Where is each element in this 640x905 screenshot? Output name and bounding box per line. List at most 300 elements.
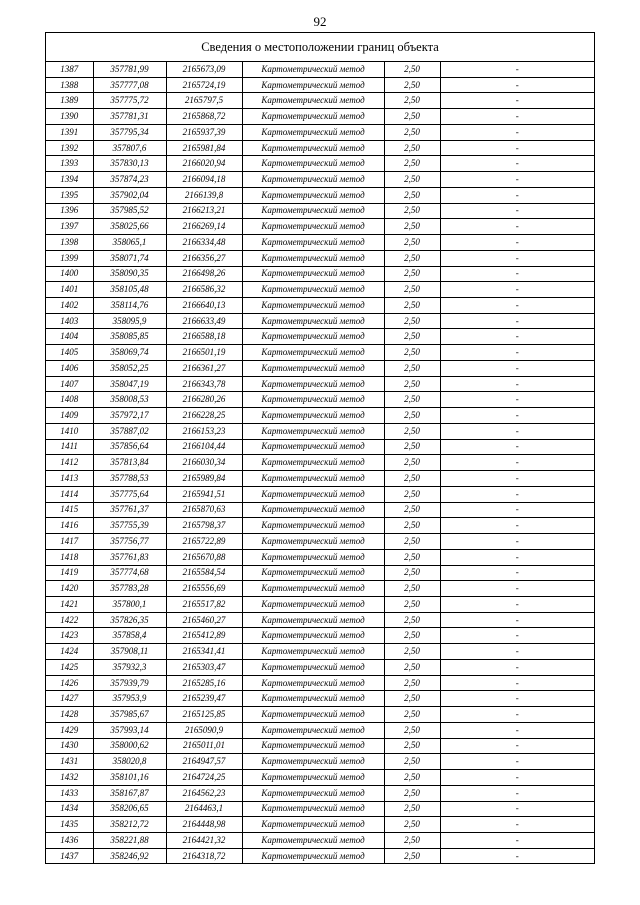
table-row (46, 266, 594, 282)
method-cell: Картометрический метод (242, 534, 384, 550)
table-row (46, 282, 594, 298)
accuracy-cell: 2,50 (384, 754, 440, 770)
note-cell: - (440, 817, 594, 833)
y-coordinate-cell: 2165584,54 (166, 565, 242, 581)
y-coordinate-cell: 2165722,89 (166, 534, 242, 550)
accuracy-cell: 2,50 (384, 266, 440, 282)
note-cell: - (440, 534, 594, 550)
method-cell: Картометрический метод (242, 754, 384, 770)
accuracy-cell: 2,50 (384, 282, 440, 298)
table-row (46, 77, 594, 93)
y-coordinate-cell: 2166153,23 (166, 423, 242, 439)
note-cell: - (440, 754, 594, 770)
method-cell: Картометрический метод (242, 250, 384, 266)
x-coordinate-cell: 357795,34 (93, 124, 166, 140)
boundary-points-table (46, 62, 594, 863)
accuracy-cell: 2,50 (384, 376, 440, 392)
method-cell: Картометрический метод (242, 235, 384, 251)
table-row (46, 832, 594, 848)
table-body (46, 62, 594, 863)
method-cell: Картометрический метод (242, 832, 384, 848)
x-coordinate-cell: 358212,72 (93, 817, 166, 833)
accuracy-cell: 2,50 (384, 612, 440, 628)
y-coordinate-cell: 2165797,5 (166, 93, 242, 109)
accuracy-cell: 2,50 (384, 801, 440, 817)
x-coordinate-cell: 357774,68 (93, 565, 166, 581)
accuracy-cell: 2,50 (384, 502, 440, 518)
point-number-cell: 1419 (46, 565, 93, 581)
y-coordinate-cell: 2165937,39 (166, 124, 242, 140)
table-row (46, 691, 594, 707)
accuracy-cell: 2,50 (384, 486, 440, 502)
y-coordinate-cell: 2165125,85 (166, 707, 242, 723)
accuracy-cell: 2,50 (384, 439, 440, 455)
page-number: 92 (313, 14, 327, 29)
accuracy-cell: 2,50 (384, 565, 440, 581)
point-number-cell: 1429 (46, 722, 93, 738)
y-coordinate-cell: 2164947,57 (166, 754, 242, 770)
note-cell: - (440, 596, 594, 612)
note-cell: - (440, 832, 594, 848)
y-coordinate-cell: 2166334,48 (166, 235, 242, 251)
note-cell: - (440, 770, 594, 786)
y-coordinate-cell: 2165798,37 (166, 518, 242, 534)
point-number-cell: 1415 (46, 502, 93, 518)
method-cell: Картометрический метод (242, 502, 384, 518)
x-coordinate-cell: 357775,72 (93, 93, 166, 109)
note-cell: - (440, 345, 594, 361)
method-cell: Картометрический метод (242, 266, 384, 282)
note-cell: - (440, 77, 594, 93)
method-cell: Картометрический метод (242, 596, 384, 612)
note-cell: - (440, 707, 594, 723)
point-number-cell: 1395 (46, 187, 93, 203)
method-cell: Картометрический метод (242, 298, 384, 314)
x-coordinate-cell: 357985,67 (93, 707, 166, 723)
note-cell: - (440, 486, 594, 502)
accuracy-cell: 2,50 (384, 817, 440, 833)
method-cell: Картометрический метод (242, 659, 384, 675)
x-coordinate-cell: 358052,25 (93, 360, 166, 376)
x-coordinate-cell: 358025,66 (93, 219, 166, 235)
accuracy-cell: 2,50 (384, 62, 440, 77)
x-coordinate-cell: 358071,74 (93, 250, 166, 266)
method-cell: Картометрический метод (242, 581, 384, 597)
x-coordinate-cell: 358085,85 (93, 329, 166, 345)
accuracy-cell: 2,50 (384, 691, 440, 707)
method-cell: Картометрический метод (242, 109, 384, 125)
method-cell: Картометрический метод (242, 376, 384, 392)
table-row (46, 549, 594, 565)
note-cell: - (440, 313, 594, 329)
table-row (46, 455, 594, 471)
method-cell: Картометрический метод (242, 722, 384, 738)
accuracy-cell: 2,50 (384, 534, 440, 550)
y-coordinate-cell: 2164724,25 (166, 770, 242, 786)
method-cell: Картометрический метод (242, 439, 384, 455)
y-coordinate-cell: 2166498,26 (166, 266, 242, 282)
table-row (46, 298, 594, 314)
table-row (46, 140, 594, 156)
method-cell: Картометрический метод (242, 345, 384, 361)
method-cell: Картометрический метод (242, 360, 384, 376)
point-number-cell: 1428 (46, 707, 93, 723)
note-cell: - (440, 722, 594, 738)
point-number-cell: 1413 (46, 471, 93, 487)
note-cell: - (440, 518, 594, 534)
x-coordinate-cell: 358221,88 (93, 832, 166, 848)
note-cell: - (440, 187, 594, 203)
point-number-cell: 1411 (46, 439, 93, 455)
method-cell: Картометрический метод (242, 785, 384, 801)
table-row (46, 471, 594, 487)
table-row (46, 376, 594, 392)
x-coordinate-cell: 357953,9 (93, 691, 166, 707)
y-coordinate-cell: 2165673,09 (166, 62, 242, 77)
point-number-cell: 1436 (46, 832, 93, 848)
method-cell: Картометрический метод (242, 423, 384, 439)
point-number-cell: 1408 (46, 392, 93, 408)
accuracy-cell: 2,50 (384, 423, 440, 439)
table-row (46, 565, 594, 581)
note-cell: - (440, 423, 594, 439)
accuracy-cell: 2,50 (384, 770, 440, 786)
note-cell: - (440, 644, 594, 660)
x-coordinate-cell: 358095,9 (93, 313, 166, 329)
accuracy-cell: 2,50 (384, 203, 440, 219)
method-cell: Картометрический метод (242, 62, 384, 77)
method-cell: Картометрический метод (242, 140, 384, 156)
y-coordinate-cell: 2165989,84 (166, 471, 242, 487)
point-number-cell: 1435 (46, 817, 93, 833)
table-row (46, 172, 594, 188)
x-coordinate-cell: 357775,64 (93, 486, 166, 502)
note-cell: - (440, 801, 594, 817)
point-number-cell: 1401 (46, 282, 93, 298)
y-coordinate-cell: 2165090,9 (166, 722, 242, 738)
y-coordinate-cell: 2166228,25 (166, 408, 242, 424)
x-coordinate-cell: 357781,31 (93, 109, 166, 125)
note-cell: - (440, 282, 594, 298)
y-coordinate-cell: 2165556,69 (166, 581, 242, 597)
accuracy-cell: 2,50 (384, 140, 440, 156)
accuracy-cell: 2,50 (384, 235, 440, 251)
point-number-cell: 1406 (46, 360, 93, 376)
note-cell: - (440, 549, 594, 565)
method-cell: Картометрический метод (242, 187, 384, 203)
point-number-cell: 1407 (46, 376, 93, 392)
table-row (46, 187, 594, 203)
y-coordinate-cell: 2164448,98 (166, 817, 242, 833)
table-row (46, 644, 594, 660)
table-row (46, 518, 594, 534)
x-coordinate-cell: 358020,8 (93, 754, 166, 770)
x-coordinate-cell: 358246,92 (93, 848, 166, 863)
note-cell: - (440, 392, 594, 408)
note-cell: - (440, 62, 594, 77)
note-cell: - (440, 140, 594, 156)
point-number-cell: 1432 (46, 770, 93, 786)
y-coordinate-cell: 2165011,01 (166, 738, 242, 754)
accuracy-cell: 2,50 (384, 298, 440, 314)
point-number-cell: 1394 (46, 172, 93, 188)
note-cell: - (440, 156, 594, 172)
table-row (46, 156, 594, 172)
method-cell: Картометрический метод (242, 172, 384, 188)
x-coordinate-cell: 357756,77 (93, 534, 166, 550)
y-coordinate-cell: 2165670,88 (166, 549, 242, 565)
point-number-cell: 1425 (46, 659, 93, 675)
y-coordinate-cell: 2166586,32 (166, 282, 242, 298)
y-coordinate-cell: 2166030,34 (166, 455, 242, 471)
method-cell: Картометрический метод (242, 518, 384, 534)
point-number-cell: 1390 (46, 109, 93, 125)
note-cell: - (440, 109, 594, 125)
accuracy-cell: 2,50 (384, 345, 440, 361)
point-number-cell: 1396 (46, 203, 93, 219)
note-cell: - (440, 203, 594, 219)
method-cell: Картометрический метод (242, 219, 384, 235)
table-row (46, 770, 594, 786)
point-number-cell: 1416 (46, 518, 93, 534)
y-coordinate-cell: 2165868,72 (166, 109, 242, 125)
accuracy-cell: 2,50 (384, 722, 440, 738)
point-number-cell: 1405 (46, 345, 93, 361)
accuracy-cell: 2,50 (384, 848, 440, 863)
method-cell: Картометрический метод (242, 817, 384, 833)
note-cell: - (440, 298, 594, 314)
y-coordinate-cell: 2165981,84 (166, 140, 242, 156)
method-cell: Картометрический метод (242, 770, 384, 786)
x-coordinate-cell: 357856,64 (93, 439, 166, 455)
table-row (46, 817, 594, 833)
y-coordinate-cell: 2164463,1 (166, 801, 242, 817)
method-cell: Картометрический метод (242, 408, 384, 424)
y-coordinate-cell: 2166020,94 (166, 156, 242, 172)
accuracy-cell: 2,50 (384, 659, 440, 675)
point-number-cell: 1431 (46, 754, 93, 770)
table-row (46, 408, 594, 424)
point-number-cell: 1422 (46, 612, 93, 628)
x-coordinate-cell: 357761,83 (93, 549, 166, 565)
y-coordinate-cell: 2165460,27 (166, 612, 242, 628)
accuracy-cell: 2,50 (384, 172, 440, 188)
point-number-cell: 1437 (46, 848, 93, 863)
x-coordinate-cell: 357939,79 (93, 675, 166, 691)
method-cell: Картометрический метод (242, 329, 384, 345)
note-cell: - (440, 219, 594, 235)
point-number-cell: 1399 (46, 250, 93, 266)
table-row (46, 628, 594, 644)
note-cell: - (440, 502, 594, 518)
method-cell: Картометрический метод (242, 282, 384, 298)
point-number-cell: 1426 (46, 675, 93, 691)
point-number-cell: 1404 (46, 329, 93, 345)
table-row (46, 581, 594, 597)
point-number-cell: 1398 (46, 235, 93, 251)
method-cell: Картометрический метод (242, 675, 384, 691)
point-number-cell: 1402 (46, 298, 93, 314)
table-row (46, 596, 594, 612)
x-coordinate-cell: 357761,37 (93, 502, 166, 518)
accuracy-cell: 2,50 (384, 832, 440, 848)
method-cell: Картометрический метод (242, 156, 384, 172)
point-number-cell: 1391 (46, 124, 93, 140)
accuracy-cell: 2,50 (384, 581, 440, 597)
x-coordinate-cell: 357830,13 (93, 156, 166, 172)
accuracy-cell: 2,50 (384, 628, 440, 644)
table-row (46, 439, 594, 455)
table-row (46, 801, 594, 817)
accuracy-cell: 2,50 (384, 93, 440, 109)
accuracy-cell: 2,50 (384, 707, 440, 723)
method-cell: Картометрический метод (242, 93, 384, 109)
table-title: Сведения о местоположении границ объекта (46, 33, 594, 62)
y-coordinate-cell: 2166213,21 (166, 203, 242, 219)
accuracy-cell: 2,50 (384, 471, 440, 487)
accuracy-cell: 2,50 (384, 408, 440, 424)
method-cell: Картометрический метод (242, 455, 384, 471)
y-coordinate-cell: 2165239,47 (166, 691, 242, 707)
accuracy-cell: 2,50 (384, 219, 440, 235)
accuracy-cell: 2,50 (384, 187, 440, 203)
method-cell: Картометрический метод (242, 801, 384, 817)
accuracy-cell: 2,50 (384, 360, 440, 376)
point-number-cell: 1388 (46, 77, 93, 93)
note-cell: - (440, 266, 594, 282)
y-coordinate-cell: 2166104,44 (166, 439, 242, 455)
x-coordinate-cell: 357800,1 (93, 596, 166, 612)
x-coordinate-cell: 358065,1 (93, 235, 166, 251)
y-coordinate-cell: 2166501,19 (166, 345, 242, 361)
note-cell: - (440, 738, 594, 754)
point-number-cell: 1414 (46, 486, 93, 502)
x-coordinate-cell: 357826,35 (93, 612, 166, 628)
table-row (46, 360, 594, 376)
note-cell: - (440, 659, 594, 675)
method-cell: Картометрический метод (242, 848, 384, 863)
method-cell: Картометрический метод (242, 549, 384, 565)
point-number-cell: 1393 (46, 156, 93, 172)
point-number-cell: 1420 (46, 581, 93, 597)
point-number-cell: 1400 (46, 266, 93, 282)
method-cell: Картометрический метод (242, 486, 384, 502)
x-coordinate-cell: 357887,02 (93, 423, 166, 439)
note-cell: - (440, 455, 594, 471)
table-row (46, 250, 594, 266)
method-cell: Картометрический метод (242, 691, 384, 707)
note-cell: - (440, 250, 594, 266)
y-coordinate-cell: 2166633,49 (166, 313, 242, 329)
x-coordinate-cell: 357777,08 (93, 77, 166, 93)
y-coordinate-cell: 2165941,51 (166, 486, 242, 502)
point-number-cell: 1421 (46, 596, 93, 612)
method-cell: Картометрический метод (242, 628, 384, 644)
accuracy-cell: 2,50 (384, 329, 440, 345)
accuracy-cell: 2,50 (384, 644, 440, 660)
accuracy-cell: 2,50 (384, 313, 440, 329)
point-number-cell: 1418 (46, 549, 93, 565)
x-coordinate-cell: 357972,17 (93, 408, 166, 424)
point-number-cell: 1397 (46, 219, 93, 235)
table-row (46, 62, 594, 77)
note-cell: - (440, 675, 594, 691)
note-cell: - (440, 329, 594, 345)
point-number-cell: 1412 (46, 455, 93, 471)
method-cell: Картометрический метод (242, 313, 384, 329)
note-cell: - (440, 360, 594, 376)
y-coordinate-cell: 2166588,18 (166, 329, 242, 345)
table-row (46, 534, 594, 550)
method-cell: Картометрический метод (242, 707, 384, 723)
accuracy-cell: 2,50 (384, 124, 440, 140)
x-coordinate-cell: 358008,53 (93, 392, 166, 408)
x-coordinate-cell: 358047,19 (93, 376, 166, 392)
y-coordinate-cell: 2166640,13 (166, 298, 242, 314)
point-number-cell: 1423 (46, 628, 93, 644)
note-cell: - (440, 581, 594, 597)
note-cell: - (440, 628, 594, 644)
table-row (46, 124, 594, 140)
note-cell: - (440, 848, 594, 863)
x-coordinate-cell: 358105,48 (93, 282, 166, 298)
note-cell: - (440, 376, 594, 392)
method-cell: Картометрический метод (242, 644, 384, 660)
table-row (46, 785, 594, 801)
table-row (46, 502, 594, 518)
table-row (46, 313, 594, 329)
accuracy-cell: 2,50 (384, 518, 440, 534)
note-cell: - (440, 172, 594, 188)
method-cell: Картометрический метод (242, 612, 384, 628)
table-row (46, 219, 594, 235)
x-coordinate-cell: 358101,16 (93, 770, 166, 786)
method-cell: Картометрический метод (242, 471, 384, 487)
x-coordinate-cell: 358167,87 (93, 785, 166, 801)
accuracy-cell: 2,50 (384, 455, 440, 471)
note-cell: - (440, 612, 594, 628)
x-coordinate-cell: 357874,23 (93, 172, 166, 188)
x-coordinate-cell: 357902,04 (93, 187, 166, 203)
table-row (46, 754, 594, 770)
y-coordinate-cell: 2165285,16 (166, 675, 242, 691)
x-coordinate-cell: 357993,14 (93, 722, 166, 738)
table-row (46, 707, 594, 723)
accuracy-cell: 2,50 (384, 77, 440, 93)
point-number-cell: 1433 (46, 785, 93, 801)
y-coordinate-cell: 2166139,8 (166, 187, 242, 203)
note-cell: - (440, 439, 594, 455)
x-coordinate-cell: 357908,11 (93, 644, 166, 660)
y-coordinate-cell: 2166361,27 (166, 360, 242, 376)
x-coordinate-cell: 358090,35 (93, 266, 166, 282)
method-cell: Картометрический метод (242, 77, 384, 93)
table-row (46, 612, 594, 628)
x-coordinate-cell: 357781,99 (93, 62, 166, 77)
y-coordinate-cell: 2166280,26 (166, 392, 242, 408)
y-coordinate-cell: 2166269,14 (166, 219, 242, 235)
note-cell: - (440, 124, 594, 140)
note-cell: - (440, 408, 594, 424)
y-coordinate-cell: 2166094,18 (166, 172, 242, 188)
note-cell: - (440, 565, 594, 581)
note-cell: - (440, 785, 594, 801)
point-number-cell: 1389 (46, 93, 93, 109)
y-coordinate-cell: 2165303,47 (166, 659, 242, 675)
accuracy-cell: 2,50 (384, 596, 440, 612)
method-cell: Картометрический метод (242, 392, 384, 408)
table-row (46, 423, 594, 439)
